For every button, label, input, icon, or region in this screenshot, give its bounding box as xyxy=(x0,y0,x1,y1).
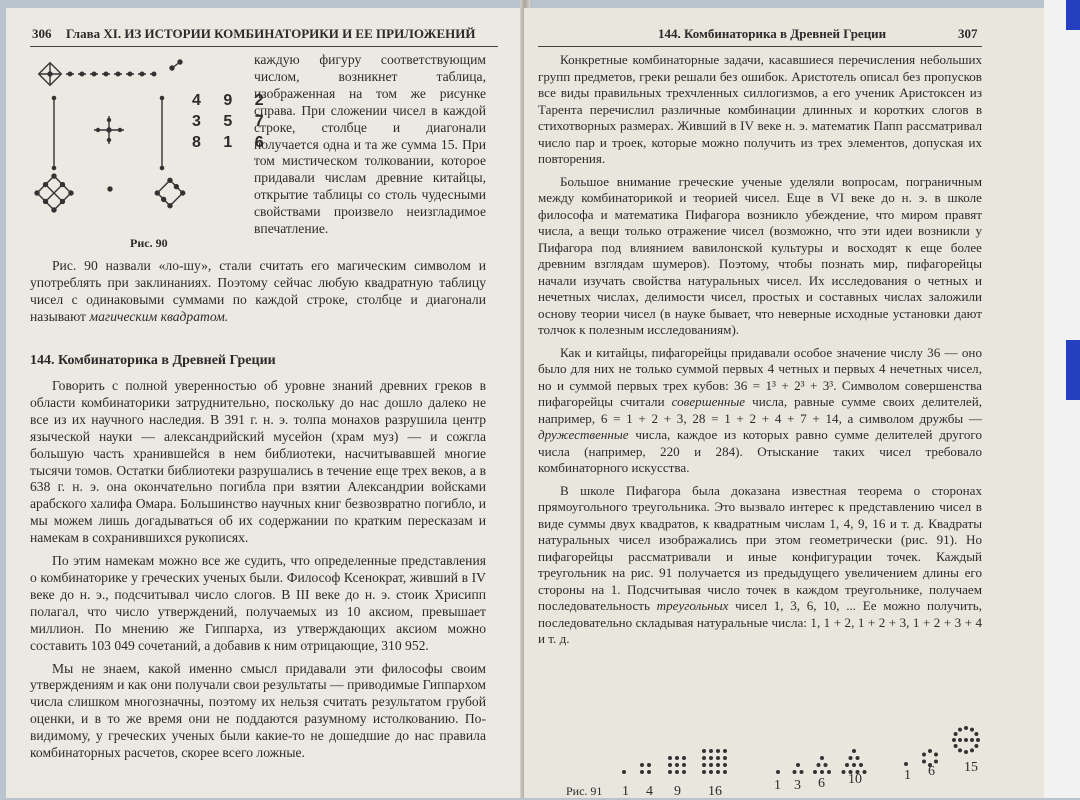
hex-dot xyxy=(970,748,974,752)
triangle-dot xyxy=(793,770,797,774)
square-dot xyxy=(716,770,720,774)
left-page-number: 306 xyxy=(32,26,52,41)
square-dot xyxy=(702,770,706,774)
hex-dot xyxy=(904,762,908,766)
triangle-label: 6 xyxy=(818,776,825,791)
square-dot xyxy=(709,756,713,760)
background-edge xyxy=(1044,0,1080,798)
hex-dot xyxy=(934,753,938,757)
square-label: 16 xyxy=(708,784,722,799)
square-dot xyxy=(682,756,686,760)
square-dot xyxy=(640,763,644,767)
triangle-dot xyxy=(849,756,853,760)
section-title: 144. Комбинаторика в Древней Греции xyxy=(30,353,276,368)
hex-dot xyxy=(952,738,956,742)
paragraph xyxy=(30,258,486,326)
square-dot xyxy=(709,770,713,774)
figure-90-caption: Рис. 90 xyxy=(130,236,168,250)
hex-dot xyxy=(922,760,926,764)
square-dot xyxy=(723,749,727,753)
square-dot xyxy=(668,770,672,774)
hex-dot xyxy=(922,753,926,757)
hex-label: 6 xyxy=(928,764,935,779)
left-running-header: Глава XI. ИЗ ИСТОРИИ КОМБИНАТОРИКИ И ЕЕ ПРИЛОЖЕНИЙ xyxy=(66,26,476,41)
paragraph: Говорить с полной уверенностью об уровне знаний древних греков в области комбинаторики затруднительно, поскольку до нас дошло далеко не все из их научного наследия. В 391 г. н. э. толпа монахов разрушила центр языческой науки — александрийский мусейон (храм муз) — и сожгла большую часть хранившейся в нем библиотеки, насчитывавшей многие тысячи томов. Остатки библиотеки разрушались в течение еще трех веков, а в 638 г. н. э. она окончательно погибла при взятии Александрии войсками арабского халифа Омара. Большинство научных книг безвозвратно погибло, и мы можем лишь догадываться об их содержании по кратким пересказам и намекам в сохранившихся рукописях. xyxy=(30,378,486,546)
square-dot xyxy=(675,756,679,760)
figure-91-caption: Рис. 91 xyxy=(566,784,603,798)
square-dot xyxy=(668,756,672,760)
paragraph xyxy=(538,483,982,648)
triangle-dot xyxy=(859,763,863,767)
para-text: числа, каждое из которых равно сумме делителей другого числа (например, 220 и 284). Отыскание таких чисел требовало комбинаторного искусства. xyxy=(538,427,982,475)
square-dot xyxy=(647,763,651,767)
right-body xyxy=(538,52,982,654)
figurate-numbers-figure xyxy=(614,714,994,784)
hex-dot xyxy=(934,760,938,764)
header-rule xyxy=(30,46,498,47)
right-page-number: 307 xyxy=(958,26,978,41)
intro-column xyxy=(254,52,486,244)
left-body xyxy=(30,378,486,768)
triangle-dot xyxy=(856,756,860,760)
triangle-dot xyxy=(863,770,867,774)
para-italic: треугольных xyxy=(656,598,729,613)
magic-row: 3 5 7 xyxy=(192,113,273,130)
blue-stripe xyxy=(1066,0,1080,30)
square-dot xyxy=(682,770,686,774)
hex-dot xyxy=(964,750,968,754)
hex-dot xyxy=(974,744,978,748)
hex-dot xyxy=(954,732,958,736)
left-page xyxy=(6,8,526,798)
square-dot xyxy=(702,756,706,760)
square-dot xyxy=(647,770,651,774)
square-dot xyxy=(675,763,679,767)
para-italic: магическим квадратом. xyxy=(89,308,229,324)
header-rule xyxy=(538,46,982,47)
hex-label: 1 xyxy=(904,768,911,783)
triangle-dot xyxy=(796,763,800,767)
triangle-dot xyxy=(813,770,817,774)
triangle-dot xyxy=(845,763,849,767)
square-dot xyxy=(640,770,644,774)
square-dot xyxy=(668,763,672,767)
hex-dot xyxy=(958,738,962,742)
square-dot xyxy=(675,770,679,774)
square-dot xyxy=(723,763,727,767)
hex-dot xyxy=(974,732,978,736)
hex-dot xyxy=(970,738,974,742)
para-text: числа, равные сумме своих делителей, например, 6 = 1 + 2 + 3, 28 = 1 + 2 + 4 + 7 + 14, а символом дружбы — xyxy=(538,394,982,426)
square-label: 9 xyxy=(674,784,681,799)
para-text: В школе Пифагора была доказана известная теорема о сторонах прямоугольного треугольника. Это вызвало интерес к представлению чисел в виде суммы двух квадратов, к квадратным числам 1, 4, 9, 16 и т. д. Квадраты натуральных чисел изображались при этом геометрически (рис. 91). Но пифагорейцы рассматривали и иные конфигурации точек. Каждый треугольник на рис. 91 получается из предыдущего увеличением длины его стороны на 1. Подсчитывая число точек в каждом треугольнике, получаем последовательность xyxy=(538,482,982,613)
square-dot xyxy=(702,763,706,767)
blue-stripe xyxy=(1066,340,1080,400)
paragraph xyxy=(538,345,982,477)
hex-dot xyxy=(964,726,968,730)
right-running-header: 144. Комбинаторика в Древней Греции xyxy=(658,26,887,41)
triangle-dot xyxy=(842,770,846,774)
square-dot xyxy=(716,763,720,767)
square-dot xyxy=(709,763,713,767)
paragraph: По этим намекам можно все же судить, что определенные представления о комбинаторике у греческих ученых были. Философ Ксенократ, живший в IV веке до н. э., подсчитывал число слогов. В III веке до н. э. стоик Хрисипп полагал, что число утверждений, получаемых из 10 аксиом, превышает миллион. По мнению же Гиппарха, из утверждающих аксиом можно составить 103 049 сочетаний, а добавив к ним отрицающие, 310 952. xyxy=(30,553,486,653)
lo-shu-figure xyxy=(30,58,260,248)
hex-dot xyxy=(964,738,968,742)
triangle-dot xyxy=(776,770,780,774)
triangle-dot xyxy=(852,749,856,753)
triangle-dot xyxy=(800,770,804,774)
square-dot xyxy=(723,770,727,774)
hex-dot xyxy=(954,744,958,748)
triangle-dot xyxy=(827,770,831,774)
triangle-dot xyxy=(817,763,821,767)
hex-dot xyxy=(976,738,980,742)
square-label: 4 xyxy=(646,784,653,799)
para-text: чисел 1, 3, 6, 10, ... Ее можно получить, последовательно складывая натуральные числа: 1, 1 + 2, 1 + 2 + 3, 1 + 2 + 3 + 4 и т. д. xyxy=(538,598,982,646)
para-italic: совершенные xyxy=(671,394,746,409)
para-text: Рис. 90 назвали «ло-шу», стали считать его магическим символом и употреблять при заклинаниях. Поэтому сейчас любую квадратную таблицу чисел с одинаковыми суммами по каждой строке, столбце и диагонали называют xyxy=(30,258,486,324)
magic-row: 8 1 6 xyxy=(192,134,273,151)
hex-dot xyxy=(970,728,974,732)
magic-row: 4 9 2 xyxy=(192,92,273,109)
paragraph: Конкретные комбинаторные задачи, касавшиеся перечисления небольших групп предметов, греки решали без ошибок. Аристотель описал без пропусков все виды правильных трехчленных силлогизмов, а его ученик Аристоксен из Тарента перечислил различные комбинации длинных и коротких слогов в стихотворных размерах. Живший в IV веке н. э. математик Папп рассматривал число пар и троек, которые можно получить из трех элементов, допуская их повторения. xyxy=(538,52,982,166)
square-dot xyxy=(709,749,713,753)
triangle-dot xyxy=(824,763,828,767)
square-dot xyxy=(622,770,626,774)
triangle-label: 1 xyxy=(774,778,781,793)
triangle-label: 10 xyxy=(848,772,862,787)
triangle-dot xyxy=(820,770,824,774)
hex-dot xyxy=(958,728,962,732)
triangle-label: 3 xyxy=(794,778,801,793)
para-text: Как и китайцы, пифагорейцы придавали особое значение числу 36 — оно было для них не только суммой первых 4 четных и первых 4 нечетных чисел, но и суммой первых трех кубов: 36 = 1³ + 2³ + 3³. Символом совершенства пифагорейцы считали xyxy=(538,344,982,409)
square-dot xyxy=(716,749,720,753)
triangle-dot xyxy=(820,756,824,760)
paragraph: Большое внимание греческие ученые уделяли вопросам, пограничным между комбинаторикой и теорией чисел. Еще в VI веке до н. э. в школе философа и математика Пифагора возникло убеждение, что миром правят числа, а вещи только отражение чисел (возможно, что эти идеи возникли у Пифагора под влиянием вавилонской культуры и восходят к еще более древним взглядам шумеров). Поэтому, чтобы познать мир, пифагорейцы начали изучать свойства натуральных чисел. Их исследования о четных и нечетных числах, делимости чисел, простых и составных числах заложили основу теории чисел (в науке бывает, что неверные исходные установки дают толчок к полезным исследованиям). xyxy=(538,173,982,337)
right-page xyxy=(524,8,1044,798)
paragraph: Мы не знаем, какой именно смысл придавали эти философы своим утверждениям и как они получали свои результаты — приводимые Гиппархом числа слишком многозначны, поэтому их нельзя считать результатом грубой оценки, и в то же время они не поддаются разумному истолкованию. По-видимому, у греческих ученых были какие-то не дошедшие до нас правила комбинаторных расчетов, скорее всего ложные. xyxy=(30,660,486,761)
left-body-top xyxy=(30,258,486,332)
square-dot xyxy=(723,756,727,760)
square-label: 1 xyxy=(622,784,629,799)
para-italic: дружественные xyxy=(538,427,629,442)
triangle-dot xyxy=(852,763,856,767)
square-dot xyxy=(702,749,706,753)
hex-label: 15 xyxy=(964,760,978,775)
hex-dot xyxy=(928,749,932,753)
square-dot xyxy=(682,763,686,767)
hex-dot xyxy=(958,748,962,752)
square-dot xyxy=(716,756,720,760)
intro-text: каждую фигуру соответствующим числом, возникнет таблица, изображенная на том же рисунке справа. При сложении чисел в каждой строке, столбце и диагонали получается одна и та же сумма 15. При том мистическом толковании, которое придавали числам древние китайцы, открытие таблицы со столь чудесными свойствами произвело неизгладимое впечатление. xyxy=(254,52,486,237)
